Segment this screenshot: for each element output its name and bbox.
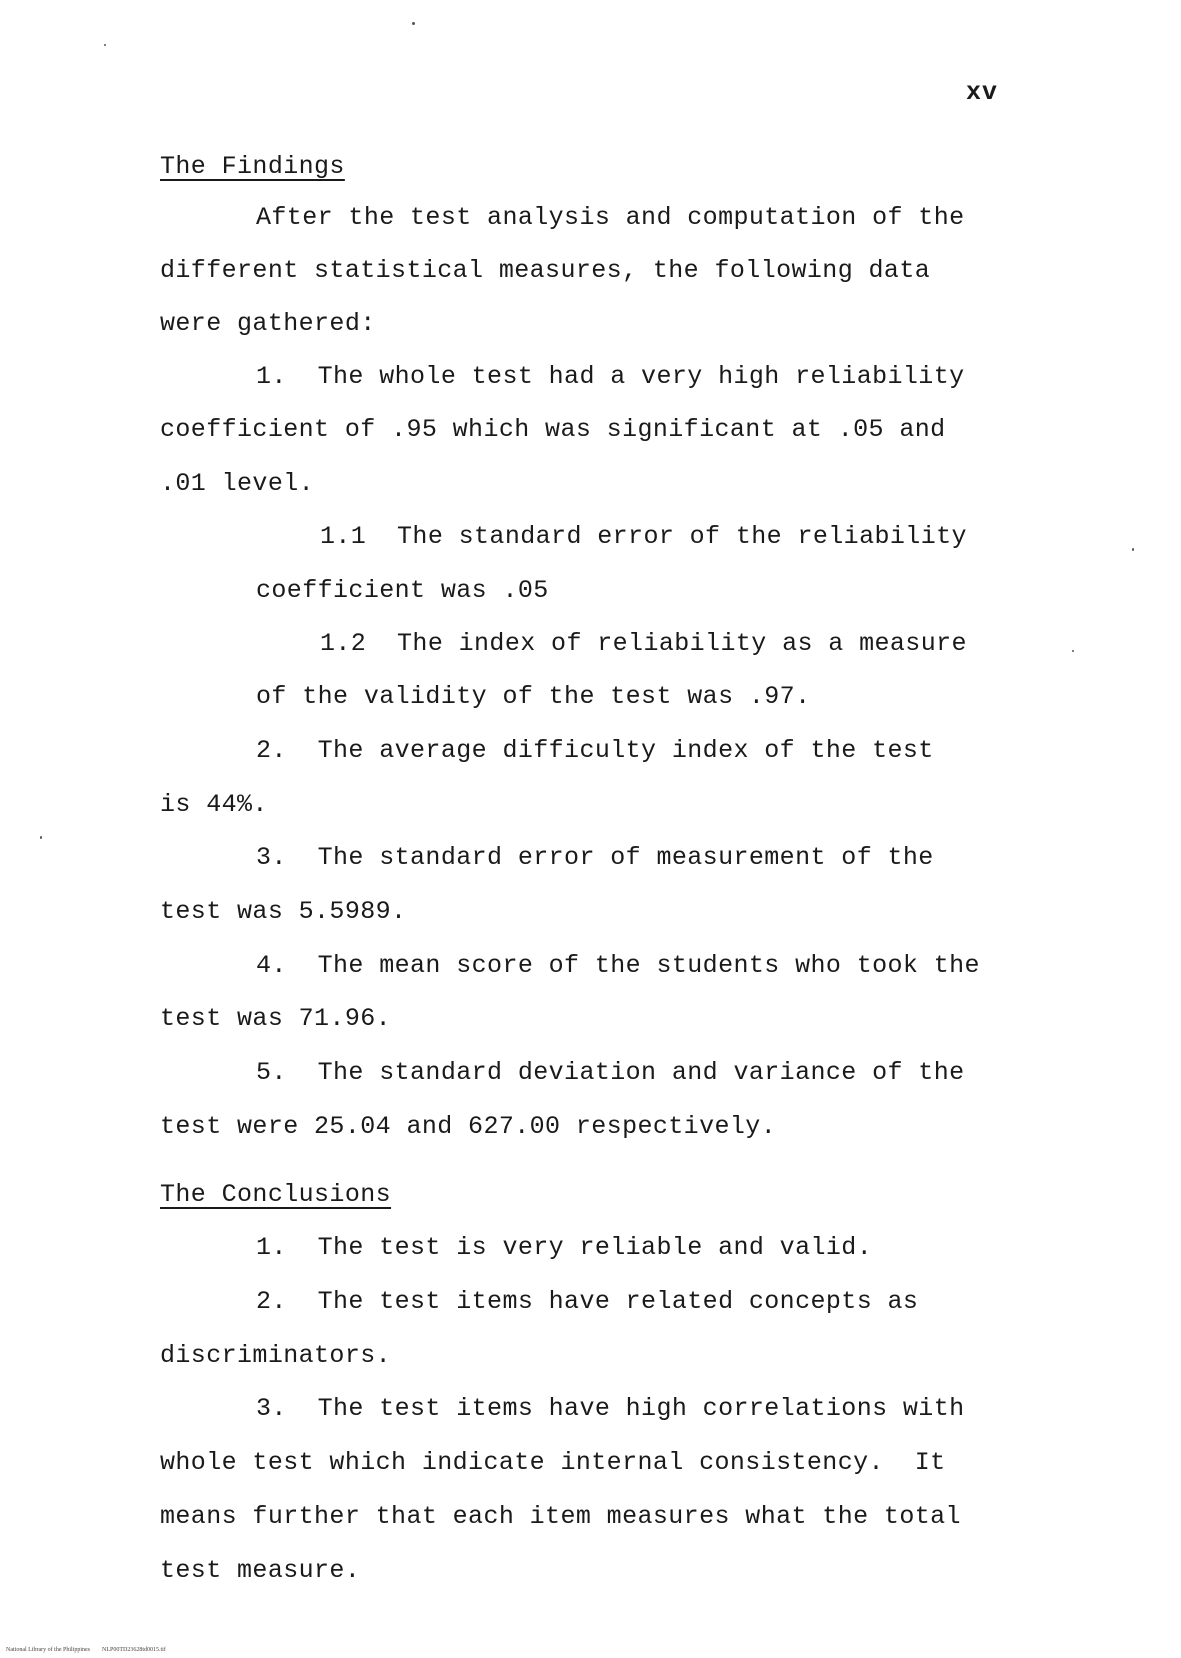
findings-line-7: 1.1 The standard error of the reliability xyxy=(320,522,967,551)
findings-line-5: coefficient of .95 which was significant at .05 and xyxy=(160,415,946,444)
findings-line-8: coefficient was .05 xyxy=(256,576,549,605)
conclusions-line-3: discriminators. xyxy=(160,1341,392,1370)
conclusions-line-5: whole test which indicate internal consistency. It xyxy=(160,1448,946,1477)
findings-line-11: 2. The average difficulty index of the test xyxy=(256,736,934,765)
findings-line-2: different statistical measures, the following data xyxy=(160,256,931,285)
conclusions-line-1: 1. The test is very reliable and valid. xyxy=(256,1233,873,1262)
scan-speck xyxy=(1132,548,1134,551)
conclusions-line-6: means further that each item measures what the total xyxy=(160,1502,961,1531)
footer-file: NLP00TD23628td0015.tif xyxy=(101,1647,166,1653)
scan-footer xyxy=(6,1646,166,1654)
findings-line-10: of the validity of the test was .97. xyxy=(256,682,811,711)
conclusions-line-7: test measure. xyxy=(160,1556,361,1585)
findings-line-16: test was 71.96. xyxy=(160,1004,392,1033)
conclusions-line-4: 3. The test items have high correlations with xyxy=(256,1394,965,1423)
findings-line-9: 1.2 The index of reliability as a measure xyxy=(320,629,967,658)
findings-line-4: 1. The whole test had a very high reliability xyxy=(256,362,965,391)
footer-library: National Library of the Philippines xyxy=(6,1647,90,1653)
findings-line-6: .01 level. xyxy=(160,469,315,498)
scan-speck xyxy=(40,836,42,839)
findings-line-17: 5. The standard deviation and variance of the xyxy=(256,1058,965,1087)
scan-speck xyxy=(1072,650,1074,652)
findings-line-1: After the test analysis and computation of the xyxy=(256,203,965,232)
conclusions-line-2: 2. The test items have related concepts as xyxy=(256,1287,919,1316)
findings-line-14: test was 5.5989. xyxy=(160,897,407,926)
scan-speck xyxy=(412,22,415,25)
page-number: xv xyxy=(966,78,999,107)
findings-line-13: 3. The standard error of measurement of the xyxy=(256,843,934,872)
scan-speck xyxy=(104,44,106,46)
findings-line-3: were gathered: xyxy=(160,309,376,338)
findings-line-18: test were 25.04 and 627.00 respectively. xyxy=(160,1112,777,1141)
conclusions-heading: The Conclusions xyxy=(160,1180,392,1209)
findings-heading: The Findings xyxy=(160,152,345,181)
findings-line-12: is 44%. xyxy=(160,790,268,819)
findings-line-15: 4. The mean score of the students who took the xyxy=(256,951,980,980)
